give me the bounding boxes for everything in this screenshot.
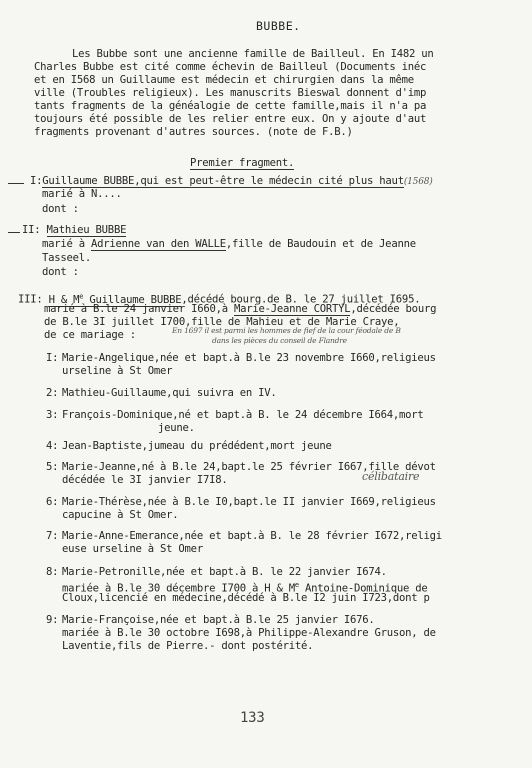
child-line: Marie-Thérèse,née à B.le I0,bapt.le II janvier I669,religieus [62,496,436,508]
intro-line: toujours été possible de les relier entre eux. On y ajoute d'aut [34,113,427,125]
gen1-line: marié à N.... [42,188,122,200]
child-line: Jean-Baptiste,jumeau du prédédent,mort jeune [62,440,332,452]
intro-line: ville (Troubles religieux). Les manuscrits Bieswal donnent d'imp [34,87,427,99]
child-number: 7: [46,530,59,542]
gen2-line: dont : [42,266,79,278]
child-line: décédée le 3I janvier I7I8. [62,474,228,486]
gen2-line [22,224,126,236]
gen2-text: marié à [42,238,92,250]
child-line: euse urseline à St Omer [62,543,203,555]
margin-mark [8,183,24,184]
child-line: capucine à St Omer. [62,509,179,521]
child-line: Laventie,fils de Pierre.- dont postérité. [62,640,314,652]
child-line: Marie-Angelique,née et bapt.à B.le 23 novembre I660,religieus [62,352,436,364]
child-line: urseline à St Omer [62,365,173,377]
gen3-line [44,303,436,315]
gen2-line: Tasseel. [42,252,92,264]
gen-numeral: I: [30,175,43,187]
child-number: 9: [46,614,59,626]
gen1-text: ,qui est peut-être le médecin cité plus haut [134,175,404,187]
gen3-line: de B.le 3I juillet I700,fille de Mahieu et de Marie Craye, [44,316,400,328]
child-number: I: [46,352,59,364]
person-name: H & Me Guillaume BUBBE [48,292,182,306]
gen-numeral: II: [22,224,41,236]
gen3-text: ,décédée bourg [350,303,437,315]
gen1-line [30,175,433,188]
child-line: jeune. [158,422,195,434]
spouse-name: Marie-Jeanne CORTYL [233,303,351,315]
child-line: mariée à B.le 30 décembre I700 à H & Me Antoine-Dominique de [62,581,428,595]
child-line: mariée à B.le 30 octobre I698,à Philippe-Alexandre Gruson, de [62,627,436,639]
intro-line: Charles Bubbe est cité comme échevin de Bailleul (Documents inéc [34,61,427,73]
gen-numeral: III: [18,293,43,306]
intro-line: tants fragments de la généalogie de cette famille,mais il n'a pa [34,100,427,112]
child-line: Marie-Françoise,née et bapt.à B.le 25 janvier I676. [62,614,375,626]
child-number: 2: [46,387,59,399]
person-name: Guillaume BUBBE [42,175,135,187]
child-line: Marie-Jeanne,né à B.le 24,bapt.le 25 février I667,fille dévot [62,461,436,473]
handwritten-note: (1568) [403,177,433,187]
intro-line: Les Bubbe sont une ancienne famille de Bailleul. En I482 un [72,48,434,60]
margin-mark [8,232,20,233]
intro-line: et en I568 un Guillaume est médecin et chirurgien dans la même [34,74,414,86]
child-number: 5: [46,461,59,473]
page-number: 133 [240,710,265,726]
child-number: 3: [46,409,59,421]
spouse-name: Adrienne van den WALLE [91,238,226,250]
child-number: 6: [46,496,59,508]
handwritten-note: En 1697 il est parmi les hommes de fief de la cour féodale de B [172,326,401,335]
gen2-line [42,238,416,250]
person-name: Mathieu BUBBE [46,224,127,236]
gen2-text: ,fille de Baudouin et de Jeanne [225,238,416,250]
child-line: Marie-Anne-Emerance,née et bapt.à B. le 28 février I672,religi [62,530,442,542]
gen1-line: dont : [42,203,79,215]
handwritten-note: dans les pièces du conseil de Flandre [212,336,347,345]
child-line: Cloux,licencié en médecine,décédé à B.le I2 juin I723,dont p [62,592,430,604]
intro-line: fragments provenant d'autres sources. (note de F.B.) [34,126,353,138]
child-number: 8: [46,566,59,578]
handwritten-note: célibataire [362,470,420,483]
child-line: Marie-Petronille,née et bapt.à B. le 22 janvier I674. [62,566,387,578]
child-line: Mathieu-Guillaume,qui suivra en IV. [62,387,277,399]
section-title: Premier fragment. [190,157,295,169]
page-title: BUBBE. [256,19,301,33]
child-line: François-Dominique,né et bapt.à B. le 24 décembre I664,mort [62,409,424,421]
gen3-line: de ce mariage : [44,329,136,341]
gen3-text: ,décédé bourg.de B. le 27 juillet I695. [181,293,421,306]
child-number: 4: [46,440,59,452]
gen3-text: marié à B.le 24 janvier I660,à [44,303,234,315]
